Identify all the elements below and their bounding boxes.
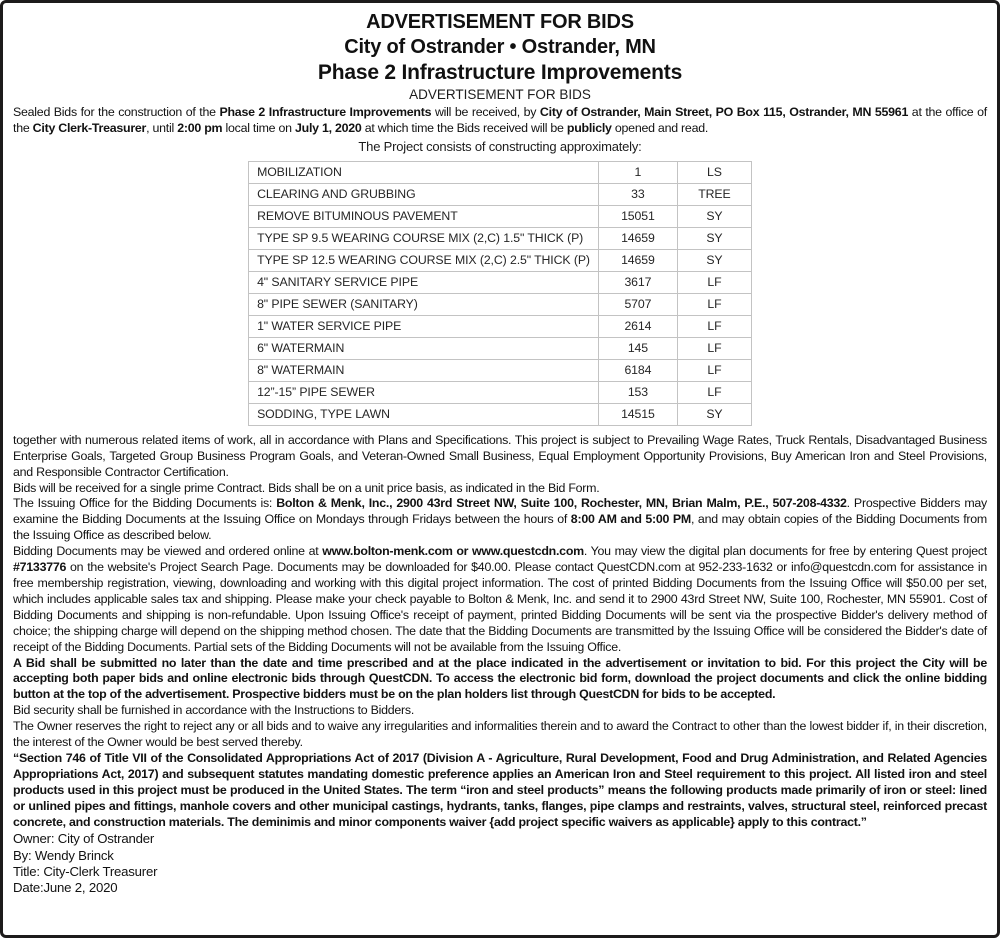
item-cell: REMOVE BITUMINOUS PAVEMENT [249,205,599,227]
quantity-cell: 1 [598,161,677,183]
text-run: The Issuing Office for the Bidding Documents is: [13,496,277,511]
bold-text-run: #7133776 [13,560,67,575]
table-row [249,403,752,425]
item-cell: 4" SANITARY SERVICE PIPE [249,271,599,293]
bold-text-run: City Clerk-Treasurer [32,120,147,135]
body-paragraphs [13,433,987,831]
unit-cell: LF [677,293,751,315]
text-run: at the office of the [13,105,987,135]
unit-cell: LF [677,337,751,359]
table-row [249,293,752,315]
text-run: together with numerous related items of work, all in accordance with Plans and Specifications. This project is subject to Prevailing Wage Rates, Truck Rentals, Disadvantaged Business Enterprise Goals, Targeted Group Business Program Goals, and Veteran-Owned Small Business, Equal Employment Opportunity Provisions, Buy American Iron and Steel Provisions, and Responsible Contractor Certification. [13,432,987,479]
unit-cell: SY [677,249,751,271]
text-run: at which time the Bids received will be [361,120,567,135]
signature-date: Date:June 2, 2020 [13,880,118,896]
signature-title: Title: City-Clerk Treasurer [13,863,158,879]
quantities-table [248,161,752,426]
ad-title: ADVERTISEMENT FOR BIDS [366,11,634,33]
quantity-cell: 14659 [598,249,677,271]
paragraph [13,719,987,751]
text-run: Sealed Bids for the construction of the [13,105,220,119]
item-cell: 12”-15” PIPE SEWER [249,381,599,403]
table-row [249,315,752,337]
unit-cell: LF [677,315,751,337]
quantity-cell: 15051 [598,205,677,227]
text-run: Bid security shall be furnished in accordance with the Instructions to Bidders. [13,703,415,718]
bold-text-run: “Section 746 of Title VII of the Consolidated Appropriations Act of 2017 (Division A - Agriculture, Rural Development, Food and Drug Administration, and Related Agencies Appropriations Act, 2017) and subsequent statutes mandating domestic preference applies an American Iron and Steel requirement to this project. All listed iron and steel products used in this project must be produced in the United States. The term “iron and steel products” means the following products made primarily of iron or steel: lined or unlined pipes and fittings, manhole covers and other municipal castings, hydrants, tanks, flanges, pipe clamps and restraints, valves, structural steel, reinforced precast concrete, and construction materials. The deminimis and minor components waiver {add project specific waivers as applicable} apply to this contract.” [13,750,987,829]
unit-cell: LS [677,161,751,183]
table-row [249,205,752,227]
quantity-cell: 6184 [598,359,677,381]
quantity-cell: 153 [598,381,677,403]
unit-cell: SY [677,403,751,425]
signature-by: By: Wendy Brinck [13,847,114,863]
intro-paragraph [13,105,987,137]
text-run: on the website's Project Search Page. Documents may be downloaded for $40.00. Please contact QuestCDN.com at 952-233-1632 or info@questcdn.com for assistance in free membership registration, viewing, downloading and working with this digital project information. The cost of printed Bidding Documents from the Issuing Office will $50.00 per set, which includes applicable sales tax and shipping. Please make your check payable to Bolton & Menk, Inc. and send it to 2900 43rd Street NW, Suite 100, Rochester, MN 55901. Cost of Bidding Documents and shipping is non-refundable. Upon Issuing Office's receipt of payment, printed Bidding Documents will be sent via the prospective Bidder's delivery method of choice; the shipping charge will depend on the shipping method chosen. The date that the Bidding Documents are transmitted by the Issuing Office will be considered the Bidder's date of receipt of the Bidding Documents. Partial sets of the Bidding Documents will not be available from the Issuing Office. [13,560,987,654]
item-cell: CLEARING AND GRUBBING [249,183,599,205]
project-consists-line: The Project consists of constructing approximately: [358,138,642,154]
paragraph [13,751,987,831]
table-row [249,337,752,359]
ad-city-line: City of Ostrander • Ostrander, MN [344,36,656,58]
item-cell: 8" PIPE SEWER (SANITARY) [249,293,599,315]
paragraph [13,656,987,704]
item-cell: TYPE SP 9.5 WEARING COURSE MIX (2,C) 1.5" THICK (P) [249,227,599,249]
text-run: opened and read. [611,120,709,135]
text-run: , until [146,120,178,135]
text-run: Bids will be received for a single prime Contract. Bids shall be on a unit price basis, as indicated in the Bid Form. [13,480,600,495]
ad-project-line: Phase 2 Infrastructure Improvements [317,61,683,84]
item-cell: MOBILIZATION [249,161,599,183]
text-run: will be received, by [431,105,540,119]
unit-cell: LF [677,381,751,403]
text-run: Bidding Documents may be viewed and ordered online at [13,544,323,559]
paragraph [13,481,987,497]
table-row [249,381,752,403]
unit-cell: SY [677,205,751,227]
bold-text-run: City of Ostrander, Main Street, PO Box 115, Ostrander, MN 55961 [539,105,909,119]
bold-text-run: 2:00 pm [177,120,223,135]
paragraph [13,703,987,719]
table-row [249,227,752,249]
unit-cell: LF [677,359,751,381]
paragraph [13,544,987,655]
item-cell: 8" WATERMAIN [249,359,599,381]
table-row [249,359,752,381]
quantity-cell: 33 [598,183,677,205]
unit-cell: TREE [677,183,751,205]
bold-text-run: publicly [566,120,612,135]
text-run: The Owner reserves the right to reject any or all bids and to waive any irregularities and informalities therein and to award the Contract to other than the lowest bidder if, in their discretion, the interest of the Owner would be best served thereby. [13,719,987,750]
bold-text-run: Bolton & Menk, Inc., 2900 43rd Street NW, Suite 100, Rochester, MN, Brian Malm, P.E., 507-208-4332 [276,496,847,511]
text-run: . You may view the digital plan documents for free by entering Quest project [583,544,987,559]
unit-cell: LF [677,271,751,293]
paragraph [13,433,987,481]
unit-cell: SY [677,227,751,249]
bold-text-run: A Bid shall be submitted no later than the date and time prescribed and at the place indicated in the advertisement or invitation to bid. For this project the City will be accepting both paper bids and online electronic bids through QuestCDN. To access the electronic bid form, download the project documents and click the online bidding button at the top of the advertisement. Prospective bidders must be on the plan holders list through QuestCDN for bids to be accepted. [13,655,987,702]
item-cell: TYPE SP 12.5 WEARING COURSE MIX (2,C) 2.5" THICK (P) [249,249,599,271]
signature-owner: Owner: City of Ostrander [13,831,155,847]
quantity-cell: 2614 [598,315,677,337]
item-cell: SODDING, TYPE LAWN [249,403,599,425]
text-run: . Prospective Bidders may examine the Bidding Documents at the Issuing Office on Mondays through Fridays between the hours of [13,496,987,527]
ad-subtitle: ADVERTISEMENT FOR BIDS [409,87,591,102]
table-row [249,161,752,183]
text-run: , and may obtain copies of the Bidding Documents from the Issuing Office as described below. [13,512,988,543]
bold-text-run: www.bolton-menk.com or www.questcdn.com [322,544,584,559]
quantity-cell: 14659 [598,227,677,249]
quantity-cell: 14515 [598,403,677,425]
table-row [249,271,752,293]
bold-text-run: Phase 2 Infrastructure Improvements [219,105,432,119]
bold-text-run: 8:00 AM and 5:00 PM [570,512,691,527]
table-row [249,249,752,271]
text-run: local time on [222,120,295,135]
quantity-cell: 145 [598,337,677,359]
item-cell: 1" WATER SERVICE PIPE [249,315,599,337]
table-row [249,183,752,205]
item-cell: 6" WATERMAIN [249,337,599,359]
quantity-cell: 3617 [598,271,677,293]
bold-text-run: July 1, 2020 [294,120,362,135]
quantity-cell: 5707 [598,293,677,315]
paragraph [13,496,987,544]
